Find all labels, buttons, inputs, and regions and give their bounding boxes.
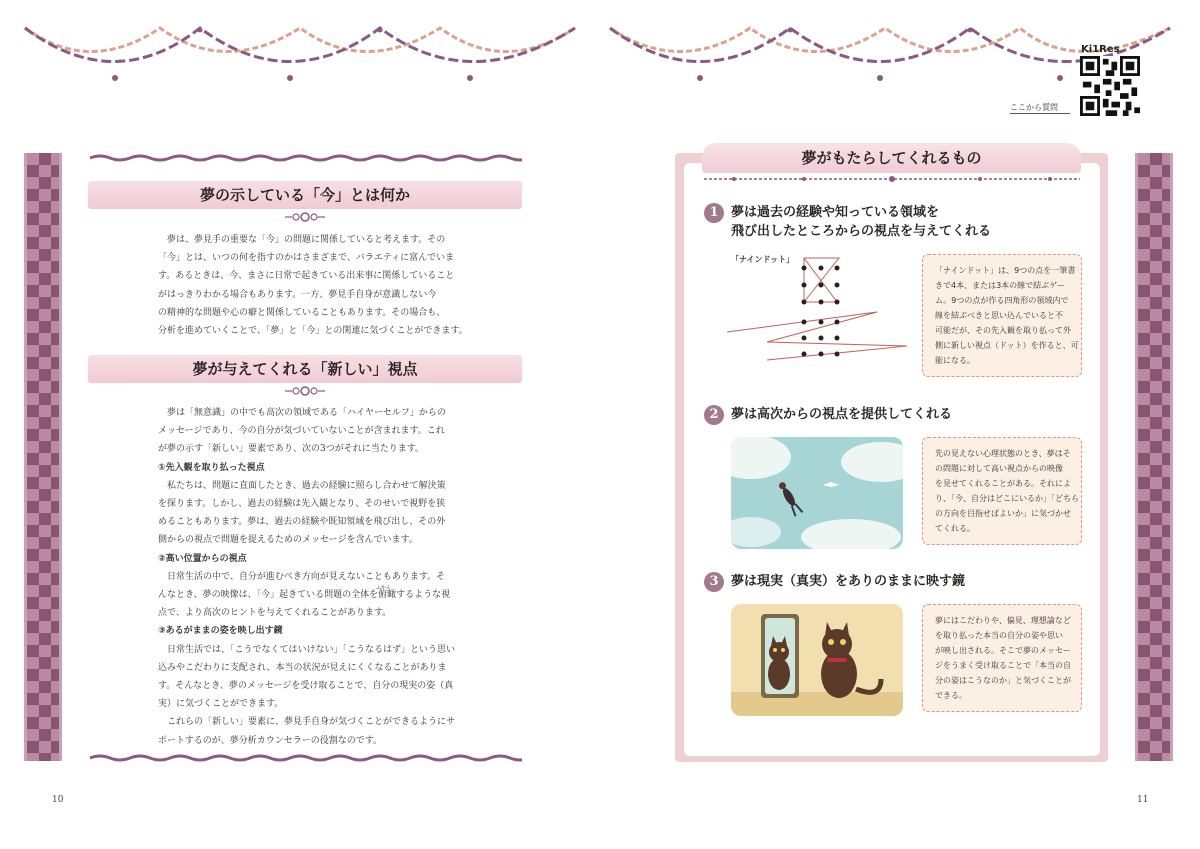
note-line: 分の姿はこうなのか」と気づくことが xyxy=(935,676,1071,685)
note-line: の問題に対して高い視点からの映像 xyxy=(935,464,1063,473)
nine-dot-label: 「ナインドット」 xyxy=(731,255,795,264)
text-line: の精神的な問題や心の癖と関係していることもあります。その場合も、 xyxy=(158,307,446,318)
item2-note xyxy=(922,437,1082,545)
note-line: 夢にはこだわりや、偏見、理想論など xyxy=(935,616,1071,625)
cat-mirror-illustration xyxy=(731,604,903,716)
subheading-1: ①先入観を取り払った視点 xyxy=(158,462,265,473)
text-line: 日常生活の中で、自分が進むべき方向が見えないこともあります。そ xyxy=(167,571,446,582)
heading-ornament-icon xyxy=(285,210,325,224)
note-line: 先の見えない心理状態のとき、夢はそ xyxy=(935,449,1071,458)
item3-heading xyxy=(731,572,965,591)
text-line: 側からの視点で問題を捉えるためのメッセージを含んでいます。 xyxy=(158,535,418,546)
note-line: てくれる。 xyxy=(935,524,975,533)
ask-question-label[interactable]: ここから質問 xyxy=(1010,102,1070,114)
item2-number-badge: 2 xyxy=(704,405,724,425)
text-line: 夢は「無意識」の中でも高次の領域である「ハイヤーセルフ」からの xyxy=(167,408,446,418)
note-line: 能になる。 xyxy=(935,356,975,365)
note-line: が映し出される。そこで夢のメッセー xyxy=(935,646,1071,655)
page-number-left: 10 xyxy=(52,795,64,805)
text-line: す。そんなとき、夢のメッセージを受け取ることで、自分の現実の姿（真 xyxy=(158,681,454,692)
text-line: がはっきりわかる場合もあります。一方、夢見手自身が意識しない今 xyxy=(158,289,437,300)
text-line: 実）に気づくことができます。 xyxy=(158,699,284,710)
item3-note xyxy=(922,604,1082,712)
ruby-annotation: ふかん xyxy=(376,585,392,592)
note-line: 「ナインドット」は、9つの点を一筆書 xyxy=(935,266,1076,275)
subheading-2: ②高い位置からの視点 xyxy=(158,553,247,564)
garland-decoration xyxy=(0,0,1200,100)
section1-heading: 夢の示している「今」とは何か xyxy=(88,181,522,209)
text-line: 私たちは、問題に直面したとき、過去の経験に照らし合わせて解決策 xyxy=(167,480,446,491)
note-line: できる。 xyxy=(935,691,967,700)
page-number-right: 11 xyxy=(1137,795,1149,805)
text-line-body: んなとき、夢の映像は、「今」起きている問題の全体を俯瞰するような視 xyxy=(158,590,451,601)
item3-number-badge: 3 xyxy=(704,572,724,592)
qr-label: Ki1Res xyxy=(1081,44,1120,55)
subheading-3: ③あるがままの姿を映し出す鏡 xyxy=(158,626,283,637)
heading-line: 夢は現実（真実）をありのままに映す鏡 xyxy=(731,574,966,589)
note-line: の方向を目指せばよいか」に気づかせ xyxy=(935,509,1071,518)
note-line: 側に新しい視点（ドット）を作ると、可 xyxy=(935,341,1079,350)
text-line: 夢は、夢見手の重要な「今」の問題に関係していると考えます。その xyxy=(167,235,446,245)
note-line: 可能だが、その先入観を取り払って外 xyxy=(935,326,1071,335)
note-line: ジをうまく受け取ることで「本当の自 xyxy=(935,661,1071,670)
left-diamond-strip xyxy=(24,153,62,761)
heading-line: 夢は過去の経験や知っている領域を xyxy=(731,205,940,220)
item1-heading xyxy=(731,203,991,241)
item1-note xyxy=(922,254,1082,377)
text-line: す。あるときは、今、まさに日常で起きている出来事に関係していること xyxy=(158,271,455,282)
item1-number-badge: 1 xyxy=(704,203,724,223)
item2-heading xyxy=(731,405,952,424)
note-line: を取り払った本当の自分の姿や思い xyxy=(935,631,1063,640)
text-line: が夢の示す「新しい」要素であり、次の3つがそれに当たります。 xyxy=(158,444,425,455)
text-line: 分析を進めていくことで、「夢」と「今」との関連に気づくことができます。 xyxy=(158,326,468,337)
top-rope-divider xyxy=(90,154,522,162)
text-line: これらの「新しい」要素に、夢見手自身が気づくことができるようにサ xyxy=(167,717,456,728)
right-diamond-strip xyxy=(1135,153,1173,761)
sky-illustration xyxy=(731,437,903,549)
heading-line: 飛び出したところからの視点を与えてくれる xyxy=(731,224,992,239)
text-line: 「今」とは、いつの何を指すのかはさまざまで、バラエティに富んでいま xyxy=(158,253,455,264)
bottom-rope-divider xyxy=(90,754,522,762)
text-line: 日常生活では、「こうでなくてはいけない」「こうなるはず」という思い xyxy=(167,644,456,655)
panel-title-divider xyxy=(704,175,1080,183)
note-line: きで4本、または3本の線で結ぶゲー xyxy=(935,281,1066,290)
note-line: ム。9つの点が作る四角形の領域内で xyxy=(935,296,1069,305)
note-line: 線を結ぶべきと思い込んでいると不 xyxy=(935,311,1063,320)
text-line: を探ります。しかし、過去の経験は先入観となり、そのせいで視野を狭 xyxy=(158,499,446,510)
text-line: 点で、より高次のヒントを与えてくれることがあります。 xyxy=(158,608,392,619)
heading-ornament-icon xyxy=(285,384,325,398)
heading-line: 夢は高次からの視点を提供してくれる xyxy=(731,407,953,422)
text-line xyxy=(158,586,458,604)
panel-title: 夢がもたらしてくれるもの xyxy=(702,143,1081,173)
text-line: めることもあります。夢は、過去の経験や既知領域を飛び出し、その外 xyxy=(158,517,446,528)
note-line: り、「今、自分はどこにいるか」「どちら xyxy=(935,494,1079,503)
section1-body xyxy=(158,231,468,340)
text-line: メッセージであり、今の自分が気づいていないことが含まれます。これ xyxy=(158,426,445,437)
section2-body xyxy=(158,404,458,750)
text-line: 込みやこだわりに支配され、本当の状況が見えにくくなることがありま xyxy=(158,662,447,673)
qr-code-icon[interactable] xyxy=(1080,56,1140,116)
text-line: ポートするのが、夢分析カウンセラーの役割なのです。 xyxy=(158,735,383,746)
note-line: を見せてくれることがある。それによ xyxy=(935,479,1071,488)
section2-heading: 夢が与えてくれる「新しい」視点 xyxy=(88,355,522,383)
nine-dot-diagram xyxy=(727,254,912,366)
